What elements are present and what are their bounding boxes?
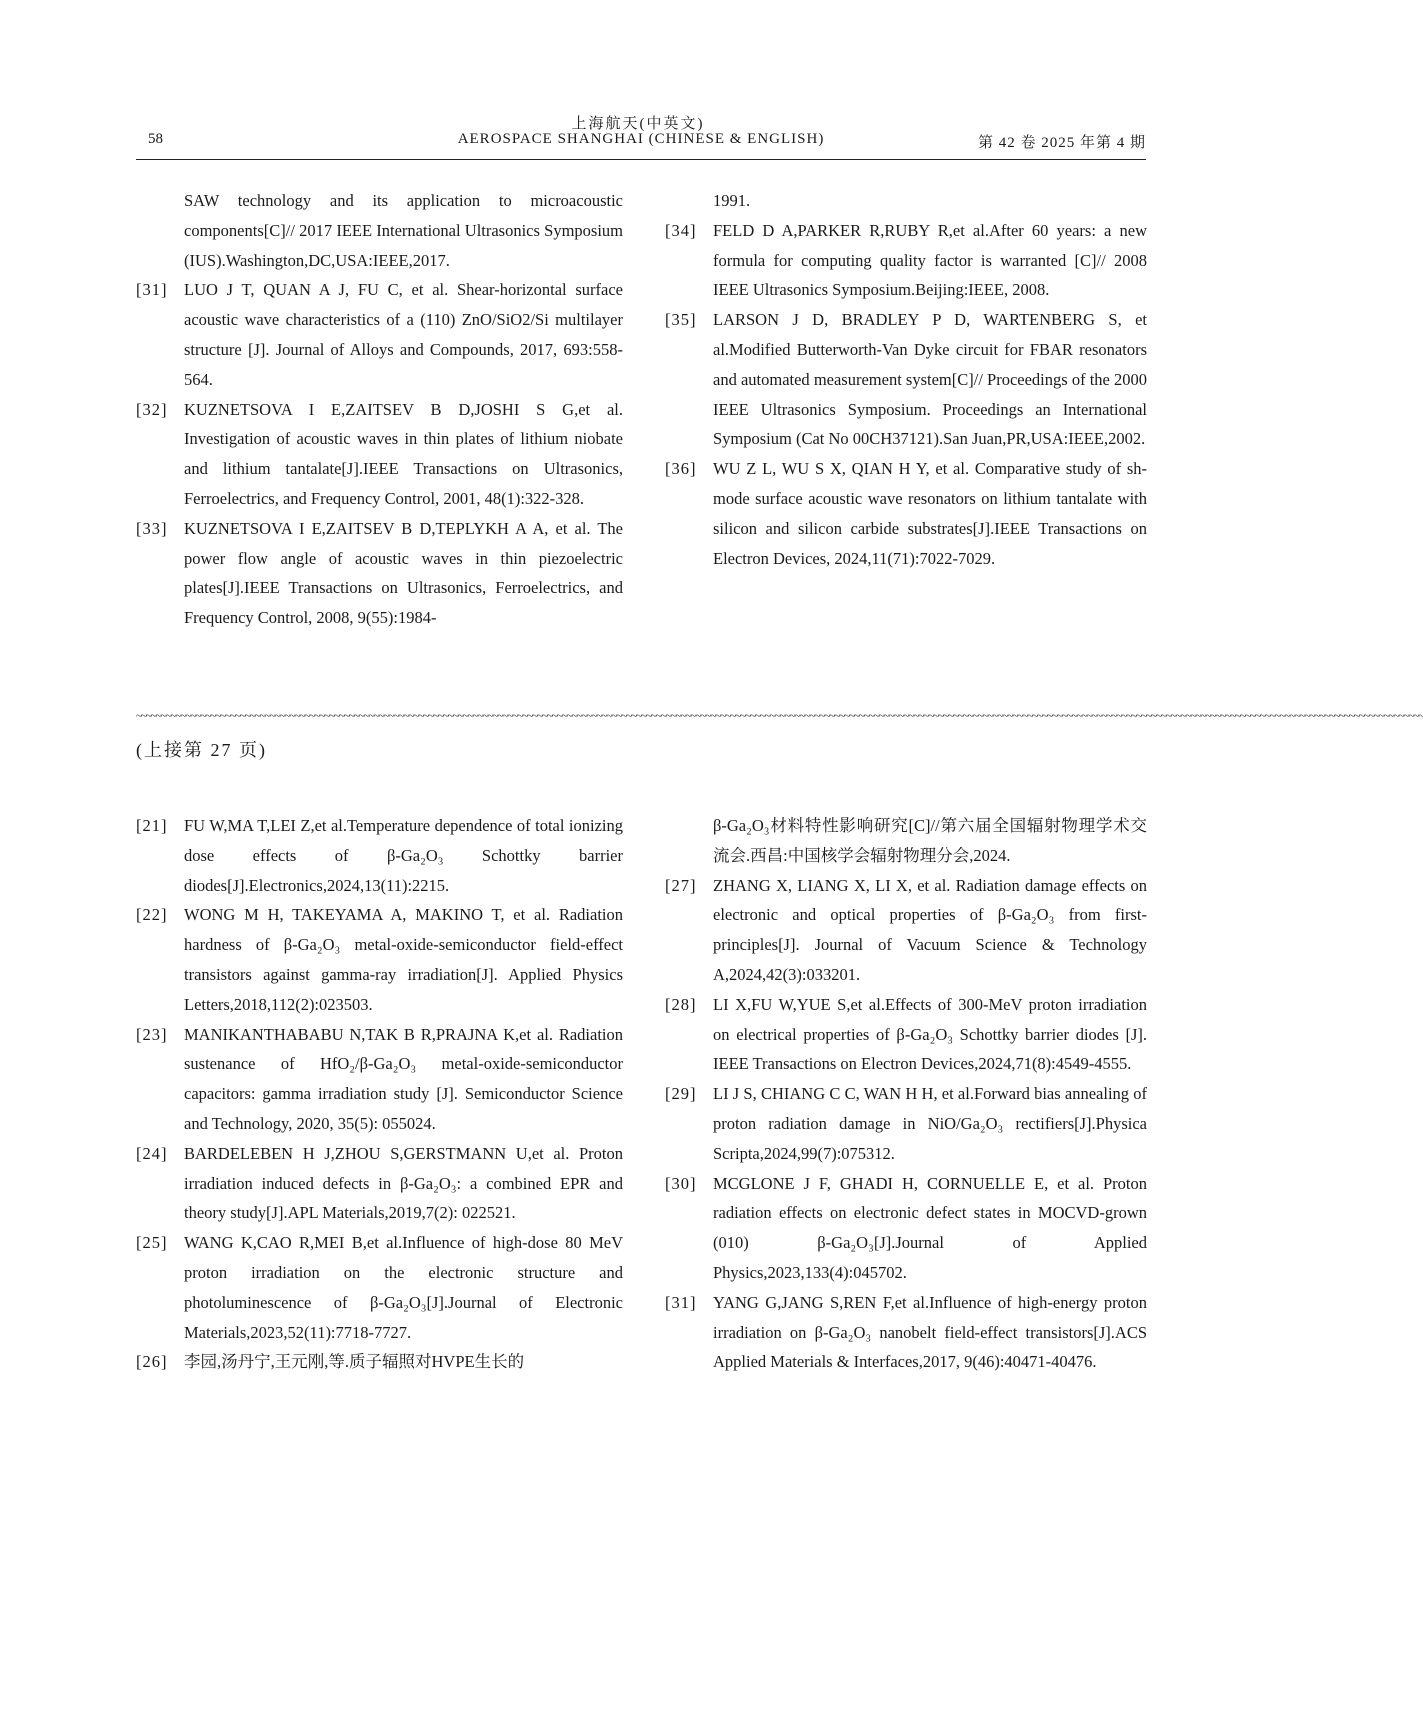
reference-item [136, 811, 623, 900]
reference-number: [27] [665, 875, 697, 895]
journal-title-en: AEROSPACE SHANGHAI (CHINESE & ENGLISH) [457, 131, 825, 147]
reference-text: ZHANG X, LIANG X, LI X, et al. Radiation damage effects on electronic and optical properties of β-Ga₂O₃ from first-principles[J]. Journal of Vacuum Science & Technology A,2024,42(3):033201. [713, 875, 1147, 984]
header-rule [136, 159, 1146, 160]
reference-item [665, 305, 1147, 454]
reference-continuation: 1991. [713, 191, 751, 210]
reference-continuation: SAW technology and its application to microacoustic components[C]// 2017 IEEE International Ultrasonics Symposium (IUS).Washington,DC,USA:IEEE,2017. [184, 191, 623, 270]
decorative-separator: ~~~~~~~~~~~~~~~~~~~~~~~~~~~~~~~~~~~~~~~~~~~~~~~~~~~~~~~~~~~~~~~~~~~~~~~~~~~~~~~~~~~~~~~~~~~~~~~~~~~~~~~~~~~~~~~~~~~~~~~~~~~~~~~~~~~~~~~~~~~~~~~~~~~~~~~~~~~~~~~~~~~~~~~~~~~~~~~~~~~~~~~~~~~~~~~~~~~~~~~~~~~~~~~~~~~~~~~~~~~~~~~~~~~~~~~~~~~~~~~~~~~~~~~~~~~~~~~~~~~~ [136, 710, 1423, 722]
reference-number: [30] [665, 1173, 697, 1193]
reference-text: LI X,FU W,YUE S,et al.Effects of 300-MeV proton irradiation on electrical properties of β-Ga₂O₃ Schottky barrier diodes [J]. IEEE Transactions on Electron Devices,2024,71(8):4549-4555. [713, 994, 1147, 1074]
reference-text: MANIKANTHABABU N,TAK B R,PRAJNA K,et al. Radiation sustenance of HfO₂/β-Ga₂O₃ metal-oxide-semiconductor capacitors: gamma irradiation study [J]. Semiconductor Science and Technology, 2020, 35(5): 055024. [184, 1024, 623, 1133]
reference-number: [33] [136, 518, 168, 538]
reference-item [665, 1079, 1147, 1168]
top-left-column [136, 186, 623, 633]
reference-text: BARDELEBEN H J,ZHOU S,GERSTMANN U,et al. Proton irradiation induced defects in β-Ga₂O₃: a combined EPR and theory study[J].APL Materials,2019,7(2): 022521. [184, 1143, 623, 1223]
reference-text: LARSON J D, BRADLEY P D, WARTENBERG S, et al.Modified Butterworth-Van Dyke circuit for FBAR resonators and automated measurement system[C]// Proceedings of the 2000 IEEE Ultrasonics Symposium. Proceedings an International Symposium (Cat No 00CH37121).San Juan,PR,USA:IEEE,2002. [713, 310, 1147, 449]
reference-item [136, 1139, 623, 1228]
reference-text: LI J S, CHIANG C C, WAN H H, et al.Forward bias annealing of proton radiation damage in NiO/Ga₂O₃ rectifiers[J].Physica Scripta,2024,99(7):075312. [713, 1084, 1147, 1163]
reference-text: YANG G,JANG S,REN F,et al.Influence of high-energy proton irradiation on β-Ga₂O₃ nanobelt field-effect transistors[J].ACS Applied Materials & Interfaces,2017, 9(46):40471-40476. [713, 1292, 1147, 1372]
bottom-left-column [136, 811, 623, 1377]
reference-continuation: β-Ga₂O₃材料特性影响研究[C]//第六届全国辐射物理学术交流会.西昌:中国核学会辐射物理分会,2024. [713, 816, 1147, 865]
reference-text: WU Z L, WU S X, QIAN H Y, et al. Comparative study of sh-mode surface acoustic wave resonators on lithium tantalate with silicon and silicon carbide substrates[J].IEEE Transactions on Electron Devices, 2024,11(71):7022-7029. [713, 459, 1147, 568]
issue-info: 第 42 卷 2025 年第 4 期 [977, 135, 1146, 151]
reference-number: [35] [665, 310, 697, 330]
reference-number: [22] [136, 905, 168, 925]
bottom-right-column [665, 811, 1147, 1377]
reference-item [136, 1020, 623, 1139]
reference-number: [25] [136, 1233, 168, 1253]
reference-item [665, 871, 1147, 990]
continuation-note: (上接第 27 页) [136, 740, 267, 760]
reference-item [665, 216, 1147, 305]
running-header [136, 131, 1146, 151]
reference-number: [24] [136, 1143, 168, 1163]
reference-text: FELD D A,PARKER R,RUBY R,et al.After 60 years: a new formula for computing quality factor is warranted [C]// 2008 IEEE Ultrasonics Symposium.Beijing:IEEE, 2008. [713, 220, 1147, 300]
page-number: 58 [148, 131, 163, 147]
top-right-column [665, 186, 1147, 573]
reference-item [136, 275, 623, 394]
reference-number: [36] [665, 459, 697, 479]
reference-number: [29] [665, 1084, 697, 1104]
reference-text: LUO J T, QUAN A J, FU C, et al. Shear-horizontal surface acoustic wave characteristics of a (110) ZnO/SiO2/Si multilayer structure [J]. Journal of Alloys and Compounds, 2017, 693:558-564. [184, 280, 623, 389]
reference-text: KUZNETSOVA I E,ZAITSEV B D,JOSHI S G,et al. Investigation of acoustic waves in thin plates of lithium niobate and lithium tantalate[J].IEEE Transactions on Ultrasonics, Ferroelectrics, and Frequency Control, 2001, 48(1):322-328. [184, 399, 623, 508]
reference-item [136, 514, 623, 633]
reference-text: WONG M H, TAKEYAMA A, MAKINO T, et al. Radiation hardness of β-Ga₂O₃ metal-oxide-semiconductor field-effect transistors against gamma-ray irradiation[J]. Applied Physics Letters,2018,112(2):023503. [184, 905, 623, 1014]
reference-number: [31] [665, 1292, 697, 1312]
journal-title-cn: 上海航天(中英文) [571, 116, 705, 132]
reference-text: WANG K,CAO R,MEI B,et al.Influence of high-dose 80 MeV proton irradiation on the electronic structure and photoluminescence of β-Ga₂O₃[J].Journal of Electronic Materials,2023,52(11):7718-7727. [184, 1233, 623, 1342]
reference-number: [23] [136, 1024, 168, 1044]
reference-text: KUZNETSOVA I E,ZAITSEV B D,TEPLYKH A A, et al. The power flow angle of acoustic waves in thin piezoelectric plates[J].IEEE Transactions on Ultrasonics, Ferroelectrics, and Frequency Control, 2008, 9(55):1984- [184, 518, 623, 628]
reference-item [136, 900, 623, 1019]
reference-number: [31] [136, 280, 168, 300]
reference-item [665, 990, 1147, 1079]
reference-number: [32] [136, 399, 168, 419]
reference-number: [28] [665, 994, 697, 1014]
reference-item [665, 1169, 1147, 1288]
reference-number: [34] [665, 220, 697, 240]
reference-item [665, 1288, 1147, 1377]
reference-number: [26] [136, 1352, 168, 1372]
reference-item [136, 395, 623, 514]
reference-text: FU W,MA T,LEI Z,et al.Temperature dependence of total ionizing dose effects of β-Ga₂O₃ Schottky barrier diodes[J].Electronics,2024,13(11):2215. [184, 816, 623, 895]
reference-text: 李园,汤丹宁,王元刚,等.质子辐照对HVPE生长的 [184, 1352, 525, 1372]
reference-number: [21] [136, 816, 168, 835]
reference-text: MCGLONE J F, GHADI H, CORNUELLE E, et al. Proton radiation effects on electronic defect states in MOCVD-grown (010) β-Ga₂O₃[J].Journal of Applied Physics,2023,133(4):045702. [713, 1173, 1147, 1282]
reference-item [665, 454, 1147, 573]
reference-item [136, 1347, 623, 1377]
reference-item [136, 1228, 623, 1347]
